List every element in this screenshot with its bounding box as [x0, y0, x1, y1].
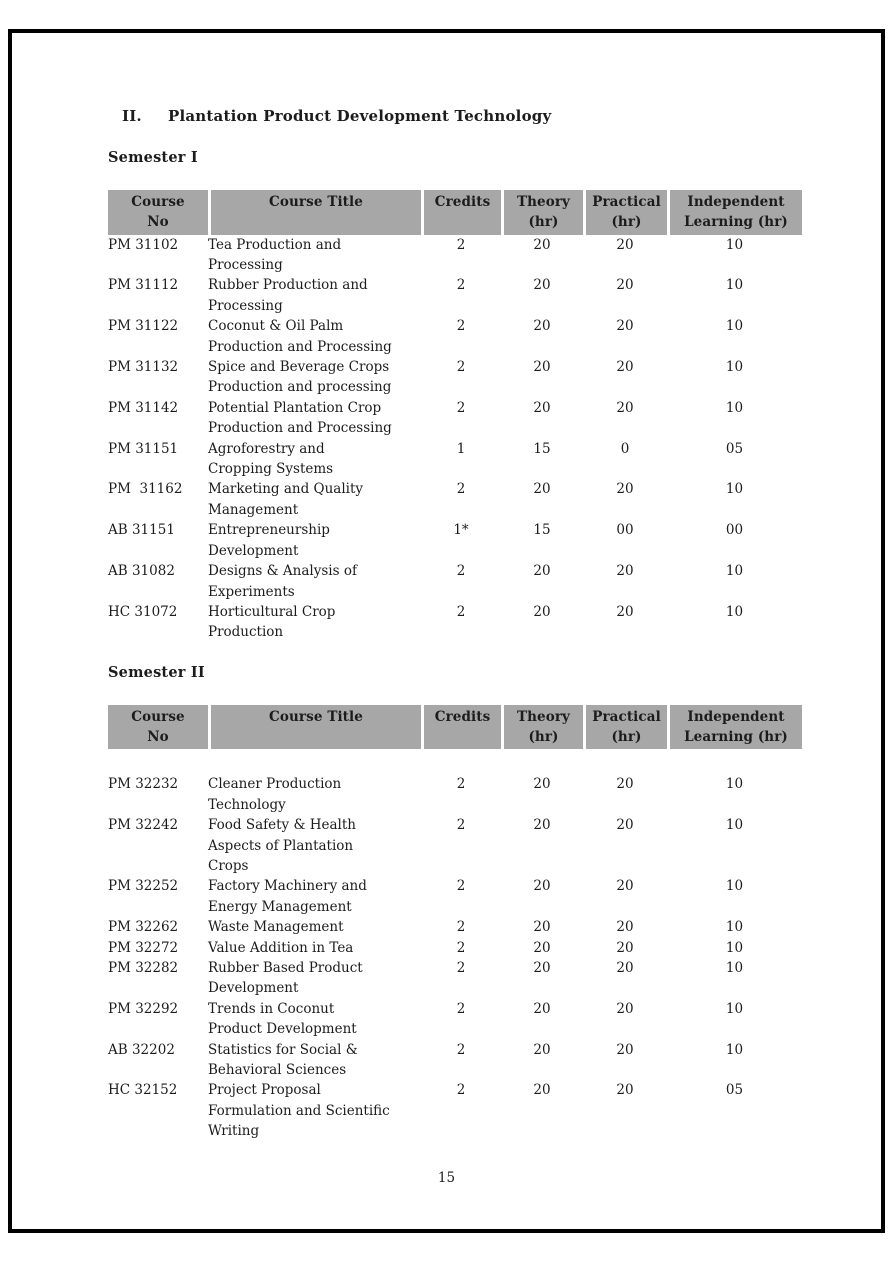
theory-cell: 20	[533, 939, 551, 956]
theory-cell: 15	[533, 440, 551, 457]
course-row	[108, 999, 802, 1040]
practical-cell: 20	[616, 1082, 634, 1099]
course-no-cell: PM 31102	[108, 236, 179, 253]
independent-cell: 05	[725, 1082, 744, 1099]
column-header-course_no: Course No	[108, 190, 208, 235]
title-cell: Tea Production and Processing	[208, 236, 342, 273]
practical-cell: 20	[616, 236, 634, 253]
theory-cell: 20	[533, 776, 551, 793]
course-no-cell: PM 31132	[108, 359, 179, 376]
credits-cell: 2	[456, 776, 466, 793]
course-row	[108, 561, 802, 602]
credits-cell: 2	[456, 1041, 466, 1058]
course-no-cell: PM 32242	[108, 817, 179, 834]
column-header-practical: Practical (hr)	[583, 705, 667, 750]
column-header-independent: Independent Learning (hr)	[667, 705, 802, 750]
section-heading	[122, 106, 787, 126]
theory-cell: 20	[533, 277, 551, 294]
course-no-cell: PM 31162	[108, 481, 183, 498]
title-cell: Entrepreneurship Development	[208, 522, 330, 559]
credits-cell: 2	[456, 878, 466, 895]
course-no-cell: AB 31151	[108, 522, 175, 539]
course-row	[108, 917, 802, 937]
credits-cell: 2	[456, 1082, 466, 1099]
credits-cell: 2	[456, 563, 466, 580]
credits-cell: 2	[456, 318, 466, 335]
practical-cell: 20	[616, 817, 634, 834]
independent-cell: 10	[725, 277, 744, 294]
course-no-cell: PM 31122	[108, 318, 179, 335]
independent-cell: 10	[725, 318, 744, 335]
practical-cell: 0	[620, 440, 630, 457]
independent-cell: 10	[725, 1041, 744, 1058]
independent-cell: 10	[725, 563, 744, 580]
theory-cell: 20	[533, 919, 551, 936]
practical-cell: 20	[616, 603, 634, 620]
credits-cell: 2	[456, 817, 466, 834]
course-no-cell: PM 31151	[108, 440, 179, 457]
title-cell: Horticultural Crop Production	[208, 603, 336, 641]
column-header-title: Course Title	[208, 190, 421, 235]
title-cell: Spice and Beverage Crops Production and processing	[208, 359, 392, 396]
course-row	[108, 479, 802, 520]
title-cell: Coconut & Oil Palm Production and Processing	[208, 318, 392, 355]
course-row	[108, 235, 802, 276]
course-row	[108, 275, 802, 316]
column-header-independent: Independent Learning (hr)	[667, 190, 802, 235]
theory-cell: 20	[533, 236, 551, 253]
title-cell: Food Safety & Health Aspects of Plantation Crops	[208, 817, 356, 874]
column-header-practical: Practical (hr)	[583, 190, 667, 235]
course-row	[108, 815, 802, 876]
practical-cell: 20	[616, 939, 634, 956]
course-row	[108, 316, 802, 357]
column-header-credits: Credits	[421, 705, 501, 750]
theory-cell: 20	[533, 563, 551, 580]
practical-cell: 20	[616, 1000, 634, 1017]
credits-cell: 1	[456, 440, 466, 457]
theory-cell: 20	[533, 603, 551, 620]
independent-cell: 10	[725, 939, 744, 956]
practical-cell: 20	[616, 563, 634, 580]
page-number: 15	[437, 1170, 456, 1186]
title-cell: Value Addition in Tea	[208, 939, 354, 956]
practical-cell: 20	[616, 481, 634, 498]
credits-cell: 2	[456, 236, 466, 253]
credits-cell: 2	[456, 603, 466, 620]
theory-cell: 20	[533, 817, 551, 834]
course-row	[108, 1080, 802, 1141]
course-row	[108, 357, 802, 398]
theory-cell: 15	[533, 522, 551, 539]
course-row	[108, 1040, 802, 1081]
credits-cell: 2	[456, 277, 466, 294]
course-no-cell: PM 32282	[108, 959, 179, 976]
independent-cell: 10	[725, 359, 744, 376]
semester-2-heading: Semester II	[108, 663, 205, 681]
course-no-cell: AB 31082	[108, 563, 175, 580]
credits-cell: 2	[456, 481, 466, 498]
course-row	[108, 398, 802, 439]
independent-cell: 10	[725, 1000, 744, 1017]
title-cell: Agroforestry and Cropping Systems	[208, 440, 334, 478]
section-number: II.	[122, 107, 142, 125]
course-row	[108, 958, 802, 999]
theory-cell: 20	[533, 481, 551, 498]
column-header-title: Course Title	[208, 705, 421, 750]
practical-cell: 20	[616, 277, 634, 294]
practical-cell: 00	[616, 522, 634, 539]
theory-cell: 20	[533, 959, 551, 976]
title-cell: Designs & Analysis of Experiments	[208, 563, 357, 600]
credits-cell: 2	[456, 919, 466, 936]
course-no-cell: HC 32152	[108, 1082, 178, 1099]
course-no-cell: HC 31072	[108, 603, 178, 620]
table-header-row	[108, 705, 802, 750]
independent-cell: 10	[725, 481, 744, 498]
title-cell: Statistics for Social & Behavioral Sciences	[208, 1041, 358, 1078]
practical-cell: 20	[616, 1041, 634, 1058]
independent-cell: 10	[725, 919, 744, 936]
course-row	[108, 439, 802, 480]
independent-cell: 10	[725, 603, 744, 620]
course-no-cell: PM 32262	[108, 919, 179, 936]
title-cell: Cleaner Production Technology	[208, 776, 342, 813]
practical-cell: 20	[616, 919, 634, 936]
column-header-credits: Credits	[421, 190, 501, 235]
title-cell: Project Proposal Formulation and Scientific Writing	[208, 1082, 390, 1140]
theory-cell: 20	[533, 878, 551, 895]
course-row	[108, 876, 802, 917]
semester-1-course-table	[108, 190, 802, 643]
practical-cell: 20	[616, 359, 634, 376]
column-header-course_no: Course No	[108, 705, 208, 750]
course-no-cell: PM 32272	[108, 939, 179, 956]
theory-cell: 20	[533, 399, 551, 416]
independent-cell: 00	[725, 522, 744, 539]
page-content	[108, 106, 787, 1142]
course-row	[108, 602, 802, 643]
course-row	[108, 938, 802, 958]
credits-cell: 1*	[453, 522, 469, 539]
theory-cell: 20	[533, 1041, 551, 1058]
credits-cell: 2	[456, 959, 466, 976]
credits-cell: 2	[456, 1000, 466, 1017]
practical-cell: 20	[616, 776, 634, 793]
credits-cell: 2	[456, 399, 466, 416]
independent-cell: 10	[725, 776, 744, 793]
title-cell: Factory Machinery and Energy Management	[208, 878, 367, 915]
practical-cell: 20	[616, 878, 634, 895]
semester-1-heading: Semester I	[108, 149, 198, 166]
theory-cell: 20	[533, 1082, 551, 1099]
credits-cell: 2	[456, 359, 466, 376]
independent-cell: 10	[725, 959, 744, 976]
independent-cell: 05	[725, 440, 744, 457]
course-row	[108, 520, 802, 561]
course-no-cell: PM 31112	[108, 277, 179, 294]
theory-cell: 20	[533, 1000, 551, 1017]
independent-cell: 10	[725, 236, 744, 253]
title-cell: Trends in Coconut Product Development	[208, 1000, 357, 1038]
independent-cell: 10	[725, 878, 744, 895]
title-cell: Potential Plantation Crop Production and Processing	[208, 399, 392, 437]
theory-cell: 20	[533, 318, 551, 335]
course-no-cell: PM 32232	[108, 776, 179, 793]
column-header-theory: Theory (hr)	[501, 705, 583, 750]
practical-cell: 20	[616, 318, 634, 335]
column-header-theory: Theory (hr)	[501, 190, 583, 235]
course-no-cell: PM 32252	[108, 878, 179, 895]
title-cell: Rubber Production and Processing	[208, 277, 368, 314]
independent-cell: 10	[725, 399, 744, 416]
title-cell: Marketing and Quality Management	[208, 481, 364, 518]
theory-cell: 20	[533, 359, 551, 376]
section-title: Plantation Product Development Technology	[168, 107, 552, 125]
semester-2-course-table	[108, 705, 802, 1142]
course-row	[108, 774, 802, 815]
practical-cell: 20	[616, 399, 634, 416]
course-no-cell: PM 32292	[108, 1000, 179, 1017]
course-no-cell: PM 31142	[108, 399, 179, 416]
table-header-row	[108, 190, 802, 235]
title-cell: Rubber Based Product Development	[208, 959, 363, 997]
practical-cell: 20	[616, 959, 634, 976]
independent-cell: 10	[725, 817, 744, 834]
blank-row	[108, 749, 802, 774]
title-cell: Waste Management	[208, 919, 344, 936]
credits-cell: 2	[456, 939, 466, 956]
course-no-cell: AB 32202	[108, 1041, 175, 1058]
